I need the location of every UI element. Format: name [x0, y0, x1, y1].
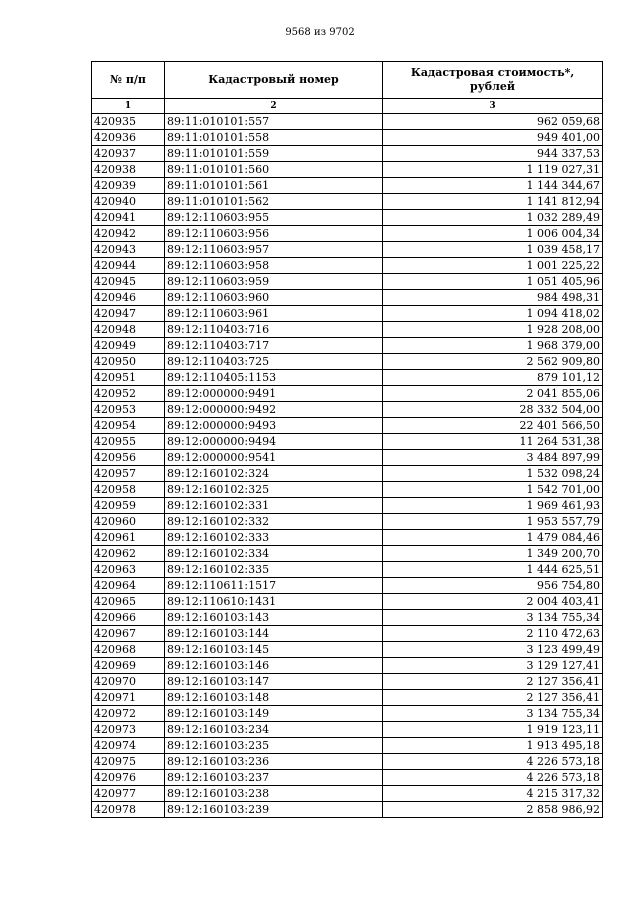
cadastral-value-cell: 1 479 084,46: [383, 530, 603, 546]
cadastral-number-cell: 89:11:010101:561: [165, 178, 383, 194]
table-row: [92, 498, 603, 514]
table-row: [92, 402, 603, 418]
row-number-cell: 420954: [92, 418, 165, 434]
cadastral-number-cell: 89:12:160103:236: [165, 754, 383, 770]
table-row: [92, 738, 603, 754]
table-row: [92, 338, 603, 354]
row-number-cell: 420943: [92, 242, 165, 258]
row-number-cell: 420958: [92, 482, 165, 498]
row-number-cell: 420953: [92, 402, 165, 418]
cadastral-number-cell: 89:12:110403:725: [165, 354, 383, 370]
cadastral-value-cell: 944 337,53: [383, 146, 603, 162]
table-row: [92, 626, 603, 642]
table-row: [92, 466, 603, 482]
cadastral-value-table: [91, 61, 603, 818]
cadastral-number-cell: 89:12:160102:334: [165, 546, 383, 562]
header-cadastral-value-line2: рублей: [470, 80, 515, 93]
row-number-cell: 420975: [92, 754, 165, 770]
cadastral-number-cell: 89:11:010101:557: [165, 114, 383, 130]
row-number-cell: 420962: [92, 546, 165, 562]
cadastral-value-cell: 4 226 573,18: [383, 754, 603, 770]
row-number-cell: 420965: [92, 594, 165, 610]
cadastral-number-cell: 89:12:110603:955: [165, 210, 383, 226]
cadastral-value-cell: 1 968 379,00: [383, 338, 603, 354]
cadastral-value-cell: 1 001 225,22: [383, 258, 603, 274]
row-number-cell: 420940: [92, 194, 165, 210]
table-header-row: [92, 62, 603, 99]
cadastral-number-cell: 89:12:000000:9541: [165, 450, 383, 466]
row-number-cell: 420944: [92, 258, 165, 274]
row-number-cell: 420938: [92, 162, 165, 178]
row-number-cell: 420968: [92, 642, 165, 658]
table-row: [92, 130, 603, 146]
row-number-cell: 420947: [92, 306, 165, 322]
cadastral-value-cell: 1 144 344,67: [383, 178, 603, 194]
cadastral-number-cell: 89:12:110603:958: [165, 258, 383, 274]
row-number-cell: 420936: [92, 130, 165, 146]
cadastral-number-cell: 89:11:010101:559: [165, 146, 383, 162]
cadastral-number-cell: 89:12:000000:9493: [165, 418, 383, 434]
cadastral-value-cell: 4 215 317,32: [383, 786, 603, 802]
table-row: [92, 562, 603, 578]
cadastral-value-cell: 3 129 127,41: [383, 658, 603, 674]
row-number-cell: 420949: [92, 338, 165, 354]
cadastral-value-cell: 1 444 625,51: [383, 562, 603, 578]
table-row: [92, 178, 603, 194]
row-number-cell: 420957: [92, 466, 165, 482]
table-row: [92, 370, 603, 386]
cadastral-value-cell: 3 134 755,34: [383, 706, 603, 722]
header-cadastral-value: [383, 62, 603, 99]
cadastral-number-cell: 89:12:110405:1153: [165, 370, 383, 386]
cadastral-value-cell: 2 127 356,41: [383, 674, 603, 690]
cadastral-value-cell: 1 006 004,34: [383, 226, 603, 242]
cadastral-number-cell: 89:12:160103:234: [165, 722, 383, 738]
page-number-header: 9568 из 9702: [285, 27, 355, 38]
table-row: [92, 354, 603, 370]
cadastral-number-cell: 89:12:160102:325: [165, 482, 383, 498]
cadastral-number-cell: 89:12:160102:333: [165, 530, 383, 546]
cadastral-number-cell: 89:12:160103:144: [165, 626, 383, 642]
cadastral-number-cell: 89:11:010101:558: [165, 130, 383, 146]
table-row: [92, 162, 603, 178]
cadastral-value-cell: 1 032 289,49: [383, 210, 603, 226]
table-row: [92, 770, 603, 786]
column-number-row: [92, 99, 603, 114]
cadastral-number-cell: 89:12:110603:957: [165, 242, 383, 258]
table-row: [92, 226, 603, 242]
row-number-cell: 420951: [92, 370, 165, 386]
cadastral-value-cell: 1 919 123,11: [383, 722, 603, 738]
table-row: [92, 530, 603, 546]
table-row: [92, 594, 603, 610]
row-number-cell: 420964: [92, 578, 165, 594]
row-number-cell: 420963: [92, 562, 165, 578]
cadastral-value-cell: 28 332 504,00: [383, 402, 603, 418]
cadastral-number-cell: 89:12:160102:332: [165, 514, 383, 530]
row-number-cell: 420942: [92, 226, 165, 242]
table-row: [92, 786, 603, 802]
row-number-cell: 420956: [92, 450, 165, 466]
row-number-cell: 420948: [92, 322, 165, 338]
cadastral-value-cell: 956 754,80: [383, 578, 603, 594]
cadastral-number-cell: 89:11:010101:560: [165, 162, 383, 178]
table-row: [92, 802, 603, 818]
cadastral-value-cell: 1 969 461,93: [383, 498, 603, 514]
table-row: [92, 690, 603, 706]
row-number-cell: 420972: [92, 706, 165, 722]
cadastral-value-cell: 1 051 405,96: [383, 274, 603, 290]
cadastral-number-cell: 89:12:160103:146: [165, 658, 383, 674]
cadastral-value-cell: 1 119 027,31: [383, 162, 603, 178]
row-number-cell: 420966: [92, 610, 165, 626]
row-number-cell: 420941: [92, 210, 165, 226]
column-number-3: 3: [383, 99, 603, 114]
row-number-cell: 420971: [92, 690, 165, 706]
cadastral-value-cell: 22 401 566,50: [383, 418, 603, 434]
table-row: [92, 274, 603, 290]
table-row: [92, 658, 603, 674]
row-number-cell: 420961: [92, 530, 165, 546]
cadastral-value-cell: 1 094 418,02: [383, 306, 603, 322]
cadastral-value-cell: 949 401,00: [383, 130, 603, 146]
cadastral-number-cell: 89:12:160103:143: [165, 610, 383, 626]
row-number-cell: 420945: [92, 274, 165, 290]
cadastral-value-cell: 2 041 855,06: [383, 386, 603, 402]
table-row: [92, 722, 603, 738]
table-body: [92, 114, 603, 818]
header-row-number: № п/п: [92, 62, 165, 99]
row-number-cell: 420946: [92, 290, 165, 306]
cadastral-number-cell: 89:12:000000:9494: [165, 434, 383, 450]
table-row: [92, 146, 603, 162]
table-row: [92, 610, 603, 626]
row-number-cell: 420960: [92, 514, 165, 530]
row-number-cell: 420950: [92, 354, 165, 370]
cadastral-value-cell: 11 264 531,38: [383, 434, 603, 450]
cadastral-value-cell: 3 484 897,99: [383, 450, 603, 466]
cadastral-value-cell: 1 349 200,70: [383, 546, 603, 562]
table-row: [92, 306, 603, 322]
row-number-cell: 420955: [92, 434, 165, 450]
cadastral-number-cell: 89:12:160103:238: [165, 786, 383, 802]
cadastral-number-cell: 89:12:110611:1517: [165, 578, 383, 594]
cadastral-number-cell: 89:12:160103:235: [165, 738, 383, 754]
row-number-cell: 420970: [92, 674, 165, 690]
table-row: [92, 210, 603, 226]
table-row: [92, 482, 603, 498]
row-number-cell: 420978: [92, 802, 165, 818]
cadastral-value-cell: 3 134 755,34: [383, 610, 603, 626]
cadastral-number-cell: 89:12:160103:145: [165, 642, 383, 658]
table-row: [92, 418, 603, 434]
table-row: [92, 706, 603, 722]
row-number-cell: 420974: [92, 738, 165, 754]
table-row: [92, 754, 603, 770]
table-row: [92, 450, 603, 466]
header-cadastral-number: Кадастровый номер: [165, 62, 383, 99]
row-number-cell: 420977: [92, 786, 165, 802]
cadastral-value-cell: 1 953 557,79: [383, 514, 603, 530]
cadastral-value-cell: 2 858 986,92: [383, 802, 603, 818]
cadastral-value-cell: 4 226 573,18: [383, 770, 603, 786]
cadastral-value-cell: 1 928 208,00: [383, 322, 603, 338]
cadastral-number-cell: 89:12:110603:961: [165, 306, 383, 322]
cadastral-number-cell: 89:12:160103:237: [165, 770, 383, 786]
cadastral-value-cell: 1 039 458,17: [383, 242, 603, 258]
cadastral-number-cell: 89:12:000000:9492: [165, 402, 383, 418]
cadastral-number-cell: 89:12:110603:956: [165, 226, 383, 242]
cadastral-value-cell: 2 004 403,41: [383, 594, 603, 610]
table-row: [92, 546, 603, 562]
row-number-cell: 420935: [92, 114, 165, 130]
cadastral-value-cell: 2 562 909,80: [383, 354, 603, 370]
table-row: [92, 642, 603, 658]
cadastral-value-cell: 3 123 499,49: [383, 642, 603, 658]
row-number-cell: 420939: [92, 178, 165, 194]
cadastral-value-cell: 984 498,31: [383, 290, 603, 306]
table-row: [92, 578, 603, 594]
table-row: [92, 514, 603, 530]
column-number-1: 1: [92, 99, 165, 114]
row-number-cell: 420976: [92, 770, 165, 786]
row-number-cell: 420969: [92, 658, 165, 674]
cadastral-value-cell: 1 542 701,00: [383, 482, 603, 498]
table-row: [92, 242, 603, 258]
cadastral-value-cell: 1 141 812,94: [383, 194, 603, 210]
table-row: [92, 258, 603, 274]
cadastral-number-cell: 89:12:160102:324: [165, 466, 383, 482]
cadastral-number-cell: 89:11:010101:562: [165, 194, 383, 210]
table-row: [92, 194, 603, 210]
cadastral-value-cell: 2 127 356,41: [383, 690, 603, 706]
cadastral-number-cell: 89:12:110610:1431: [165, 594, 383, 610]
table-row: [92, 290, 603, 306]
row-number-cell: 420937: [92, 146, 165, 162]
table-row: [92, 674, 603, 690]
cadastral-number-cell: 89:12:160103:147: [165, 674, 383, 690]
cadastral-number-cell: 89:12:110403:716: [165, 322, 383, 338]
column-number-2: 2: [165, 99, 383, 114]
cadastral-number-cell: 89:12:110403:717: [165, 338, 383, 354]
cadastral-value-cell: 2 110 472,63: [383, 626, 603, 642]
row-number-cell: 420973: [92, 722, 165, 738]
table-row: [92, 434, 603, 450]
cadastral-number-cell: 89:12:160103:148: [165, 690, 383, 706]
cadastral-number-cell: 89:12:160102:335: [165, 562, 383, 578]
row-number-cell: 420967: [92, 626, 165, 642]
row-number-cell: 420952: [92, 386, 165, 402]
header-cadastral-value-line1: Кадастровая стоимость*,: [410, 66, 575, 79]
cadastral-number-cell: 89:12:110603:959: [165, 274, 383, 290]
cadastral-value-cell: 1 532 098,24: [383, 466, 603, 482]
cadastral-value-cell: 1 913 495,18: [383, 738, 603, 754]
cadastral-value-cell: 879 101,12: [383, 370, 603, 386]
cadastral-number-cell: 89:12:000000:9491: [165, 386, 383, 402]
table-row: [92, 322, 603, 338]
row-number-cell: 420959: [92, 498, 165, 514]
table-row: [92, 386, 603, 402]
table-row: [92, 114, 603, 130]
cadastral-number-cell: 89:12:110603:960: [165, 290, 383, 306]
cadastral-number-cell: 89:12:160103:149: [165, 706, 383, 722]
cadastral-number-cell: 89:12:160102:331: [165, 498, 383, 514]
cadastral-value-cell: 962 059,68: [383, 114, 603, 130]
cadastral-number-cell: 89:12:160103:239: [165, 802, 383, 818]
